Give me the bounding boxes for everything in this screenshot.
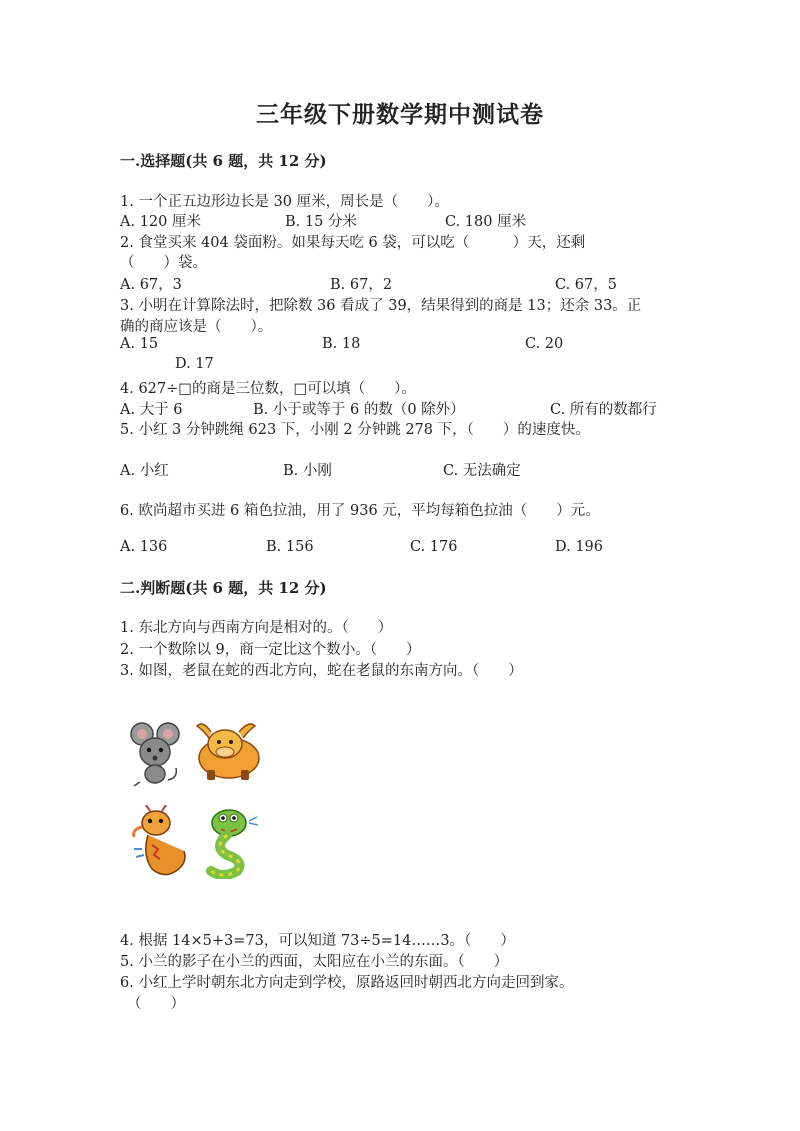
mouse-icon (128, 720, 183, 790)
option-b: B. 18 (322, 336, 361, 352)
question-text: 1. 一个正五边形边长是 30 厘米，周长是（ ）。 (120, 194, 449, 210)
question-text: 2. 一个数除以 9，商一定比这个数小。（ ） (120, 642, 421, 658)
question-text: 2. 食堂买来 404 袋面粉。如果每天吃 6 袋，可以吃（ ）天，还剩 (120, 235, 586, 251)
question-text: 4. 627÷□的商是三位数，□可以填（ ）。 (120, 381, 416, 397)
section-heading-choice: 一.选择题(共 6 题，共 12 分) (120, 152, 327, 170)
question-text-cont: 确的商应该是（ ）。 (120, 319, 273, 335)
question-text-cont: （ ）袋。 (120, 255, 207, 271)
option-b: B. 67，2 (330, 277, 393, 293)
option-a: A. 小红 (120, 463, 169, 479)
zodiac-figure (125, 715, 265, 885)
option-b: B. 15 分米 (285, 214, 357, 230)
option-b: B. 小刚 (283, 463, 332, 479)
option-c: C. 所有的数都行 (550, 402, 657, 418)
option-d: D. 17 (175, 356, 214, 372)
option-a: A. 120 厘米 (120, 214, 201, 230)
question-text: 1. 东北方向与西南方向是相对的。（ ） (120, 620, 393, 636)
question-text: 3. 如图，老鼠在蛇的西北方向，蛇在老鼠的东南方向。（ ） (120, 663, 523, 679)
question-text-cont: （ ） (127, 996, 185, 1012)
section-heading-judge: 二.判断题(共 6 题，共 12 分) (120, 579, 327, 597)
option-c: C. 176 (410, 539, 458, 555)
dragon-icon (128, 805, 193, 883)
question-text: 5. 小兰的影子在小兰的西面，太阳应在小兰的东面。（ ） (120, 954, 509, 970)
option-a: A. 大于 6 (120, 402, 183, 418)
ox-icon (193, 718, 263, 783)
option-a: A. 67，3 (120, 277, 182, 293)
page-title: 三年级下册数学期中测试卷 (256, 101, 544, 128)
question-text: 6. 欧尚超市买进 6 箱色拉油，用了 936 元，平均每箱色拉油（ ）元。 (120, 503, 600, 519)
option-d: D. 196 (555, 539, 604, 555)
question-text: 6. 小红上学时朝东北方向走到学校，原路返回时朝西北方向走回到家。 (120, 975, 574, 991)
option-b: B. 小于或等于 6 的数（0 除外） (253, 402, 465, 418)
snake-icon (203, 807, 265, 879)
option-a: A. 136 (120, 539, 168, 555)
question-text: 3. 小明在计算除法时，把除数 36 看成了 39，结果得到的商是 13；还余 33。正 (120, 298, 642, 314)
option-c: C. 180 厘米 (445, 214, 527, 230)
option-c: C. 67，5 (555, 277, 617, 293)
option-c: C. 无法确定 (443, 463, 521, 479)
option-b: B. 156 (266, 539, 314, 555)
question-text: 4. 根据 14×5+3=73，可以知道 73÷5=14……3。（ ） (120, 933, 515, 949)
option-a: A. 15 (120, 336, 159, 352)
option-c: C. 20 (525, 336, 564, 352)
question-text: 5. 小红 3 分钟跳绳 623 下，小刚 2 分钟跳 278 下，（ ）的速度快。 (120, 422, 590, 438)
